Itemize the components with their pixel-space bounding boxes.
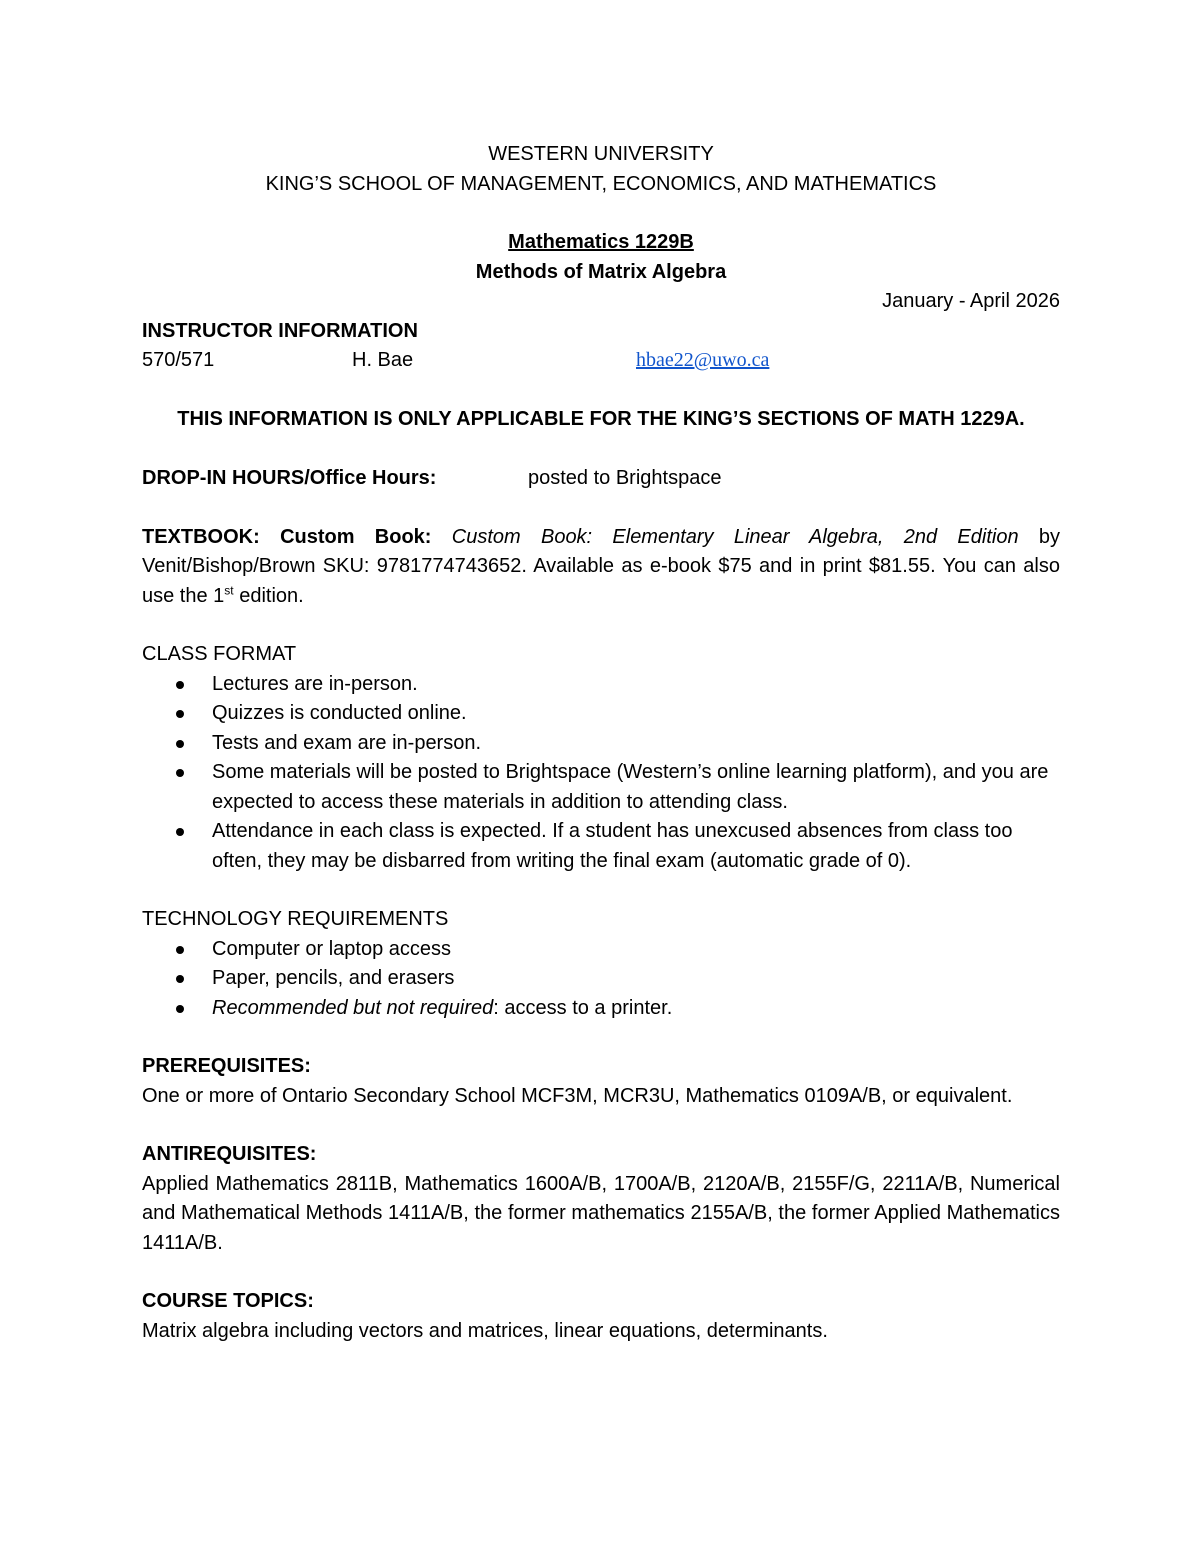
textbook-sup: st [224, 582, 234, 597]
antirequisites-text: Applied Mathematics 2811B, Mathematics 1600A/B, 1700A/B, 2120A/B, 2155F/G, 2211A/B, Numerical and Mathematical Methods 1411A/B, the former mathematics 2155A/B, the former Applied Mathematics 1411A/B. [142, 1172, 1060, 1254]
bullet-icon [176, 1005, 184, 1013]
list-item: Paper, pencils, and erasers [142, 964, 1060, 994]
instructor-row [142, 346, 1060, 376]
textbook-custom-label: Custom Book: [280, 525, 432, 548]
textbook-tail: edition. [233, 584, 304, 607]
prerequisites-text: One or more of Ontario Secondary School MCF3M, MCR3U, Mathematics 0109A/B, or equivalent. [142, 1084, 1013, 1107]
syllabus-page [142, 140, 1060, 1346]
list-item: Some materials will be posted to Brightspace (Western’s online learning platform), and you are expected to access these materials in addition to attending class. [142, 758, 1060, 817]
list-item: Lectures are in-person. [142, 670, 1060, 700]
prerequisites-heading: PREREQUISITES: [142, 1055, 311, 1077]
bullet-icon [176, 681, 184, 689]
technology-list [142, 935, 1060, 1024]
bullet-icon [176, 710, 184, 718]
class-format-heading: CLASS FORMAT [142, 643, 297, 665]
bullet-icon [176, 828, 184, 836]
antirequisites-heading: ANTIREQUISITES: [142, 1143, 317, 1165]
textbook-paragraph [142, 523, 1060, 612]
class-format-list [142, 670, 1060, 877]
instructor-room: 570/571 [142, 349, 215, 371]
bullet-icon [176, 946, 184, 954]
bullet-icon [176, 740, 184, 748]
list-item: Quizzes is conducted online. [142, 699, 1060, 729]
instructor-name: H. Bae [352, 349, 414, 371]
topics-heading: COURSE TOPICS: [142, 1290, 314, 1312]
topics-text: Matrix algebra including vectors and matrices, linear equations, determinants. [142, 1319, 828, 1342]
bullet-icon [176, 769, 184, 777]
bullet-icon [176, 975, 184, 983]
office-hours-value: posted to Brightspace [528, 466, 722, 489]
school-name: KING’S SCHOOL OF MANAGEMENT, ECONOMICS, AND MATHEMATICS [265, 172, 937, 195]
instructor-email-link[interactable]: hbae22@uwo.ca [636, 349, 770, 371]
office-hours-row [142, 464, 1060, 494]
textbook-details: by Venit/Bishop/Brown SKU: 9781774743652. Available as e-book $75 and in print $81.55. You can also use the 1 [142, 525, 1060, 607]
list-item: Recommended but not required: access to a printer. [142, 994, 1060, 1024]
course-title: Methods of Matrix Algebra [475, 260, 727, 283]
university-name: WESTERN UNIVERSITY [488, 143, 714, 165]
textbook-title: Custom Book: Elementary Linear Algebra, 2nd Edition [451, 525, 1019, 548]
technology-heading: TECHNOLOGY REQUIREMENTS [142, 908, 449, 930]
sections-notice: THIS INFORMATION IS ONLY APPLICABLE FOR THE KING’S SECTIONS OF MATH 1229A. [177, 408, 1025, 430]
office-hours-label: DROP-IN HOURS/Office Hours: [142, 466, 437, 489]
instructor-heading: INSTRUCTOR INFORMATION [142, 319, 418, 342]
course-code: Mathematics 1229B [508, 231, 694, 253]
list-item: Computer or laptop access [142, 935, 1060, 965]
term: January - April 2026 [882, 290, 1060, 312]
list-item: Tests and exam are in-person. [142, 729, 1060, 759]
list-item: Attendance in each class is expected. If a student has unexcused absences from class too often, they may be disbarred from writing the final exam (automatic grade of 0). [142, 817, 1060, 876]
textbook-label: TEXTBOOK: [142, 525, 260, 548]
